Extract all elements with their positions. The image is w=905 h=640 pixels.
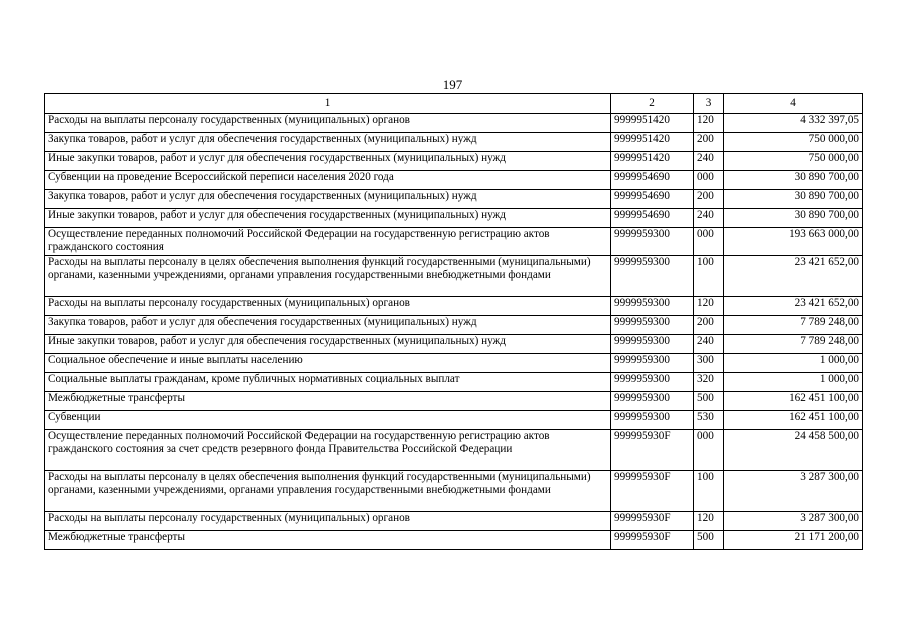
expense-type-code: 500 xyxy=(694,392,724,411)
target-code: 9999959300 xyxy=(611,256,694,297)
table-row xyxy=(45,531,863,550)
table-row xyxy=(45,512,863,531)
expense-name: Субвенции xyxy=(45,411,611,430)
amount: 4 332 397,05 xyxy=(724,114,863,133)
target-code: 9999959300 xyxy=(611,411,694,430)
column-number-row xyxy=(45,94,863,114)
table-row xyxy=(45,256,863,297)
table-row xyxy=(45,152,863,171)
table-row xyxy=(45,114,863,133)
expense-name: Расходы на выплаты персоналу в целях обеспечения выполнения функций государственными (муниципальными) органами, казенными учреждениями, органами управления государственными внебюджетными фондами xyxy=(45,256,611,297)
expense-type-code: 240 xyxy=(694,209,724,228)
target-code: 999995930F xyxy=(611,471,694,512)
target-code: 9999959300 xyxy=(611,228,694,256)
expense-type-code: 200 xyxy=(694,190,724,209)
expense-type-code: 240 xyxy=(694,152,724,171)
expense-name: Субвенции на проведение Всероссийской переписи населения 2020 года xyxy=(45,171,611,190)
target-code: 9999959300 xyxy=(611,373,694,392)
expense-name: Расходы на выплаты персоналу государственных (муниципальных) органов xyxy=(45,512,611,531)
table-row xyxy=(45,392,863,411)
expense-name: Межбюджетные трансферты xyxy=(45,392,611,411)
expense-type-code: 530 xyxy=(694,411,724,430)
column-number: 3 xyxy=(694,94,724,114)
expense-name: Социальное обеспечение и иные выплаты населению xyxy=(45,354,611,373)
target-code: 9999959300 xyxy=(611,354,694,373)
target-code: 999995930F xyxy=(611,430,694,471)
amount: 193 663 000,00 xyxy=(724,228,863,256)
expense-type-code: 000 xyxy=(694,171,724,190)
target-code: 9999959300 xyxy=(611,316,694,335)
amount: 750 000,00 xyxy=(724,133,863,152)
target-code: 9999954690 xyxy=(611,171,694,190)
amount: 162 451 100,00 xyxy=(724,411,863,430)
expense-type-code: 100 xyxy=(694,471,724,512)
target-code: 9999954690 xyxy=(611,190,694,209)
target-code: 9999951420 xyxy=(611,152,694,171)
column-number: 4 xyxy=(724,94,863,114)
expense-name: Закупка товаров, работ и услуг для обеспечения государственных (муниципальных) нужд xyxy=(45,133,611,152)
expense-name: Межбюджетные трансферты xyxy=(45,531,611,550)
target-code: 9999951420 xyxy=(611,133,694,152)
target-code: 9999954690 xyxy=(611,209,694,228)
expense-name: Закупка товаров, работ и услуг для обеспечения государственных (муниципальных) нужд xyxy=(45,316,611,335)
table-row xyxy=(45,335,863,354)
expense-type-code: 120 xyxy=(694,114,724,133)
table-row xyxy=(45,297,863,316)
target-code: 9999959300 xyxy=(611,297,694,316)
expense-name: Иные закупки товаров, работ и услуг для обеспечения государственных (муниципальных) нужд xyxy=(45,335,611,354)
expense-name: Социальные выплаты гражданам, кроме публичных нормативных социальных выплат xyxy=(45,373,611,392)
expense-type-code: 000 xyxy=(694,228,724,256)
target-code: 9999959300 xyxy=(611,335,694,354)
page-number: 197 xyxy=(442,77,463,92)
amount: 30 890 700,00 xyxy=(724,171,863,190)
amount: 23 421 652,00 xyxy=(724,256,863,297)
budget-table xyxy=(44,93,863,550)
expense-name: Расходы на выплаты персоналу государственных (муниципальных) органов xyxy=(45,114,611,133)
target-code: 9999951420 xyxy=(611,114,694,133)
amount: 7 789 248,00 xyxy=(724,335,863,354)
amount: 23 421 652,00 xyxy=(724,297,863,316)
table-row xyxy=(45,354,863,373)
column-number: 1 xyxy=(45,94,611,114)
table-row xyxy=(45,133,863,152)
table-row xyxy=(45,228,863,256)
target-code: 9999959300 xyxy=(611,392,694,411)
expense-name: Осуществление переданных полномочий Российской Федерации на государственную регистрацию актов гражданского состояния xyxy=(45,228,611,256)
expense-type-code: 120 xyxy=(694,512,724,531)
target-code: 999995930F xyxy=(611,531,694,550)
amount: 3 287 300,00 xyxy=(724,471,863,512)
expense-type-code: 200 xyxy=(694,133,724,152)
target-code: 999995930F xyxy=(611,512,694,531)
expense-name: Иные закупки товаров, работ и услуг для обеспечения государственных (муниципальных) нужд xyxy=(45,209,611,228)
expense-type-code: 000 xyxy=(694,430,724,471)
amount: 750 000,00 xyxy=(724,152,863,171)
expense-name: Расходы на выплаты персоналу государственных (муниципальных) органов xyxy=(45,297,611,316)
expense-type-code: 240 xyxy=(694,335,724,354)
expense-name: Закупка товаров, работ и услуг для обеспечения государственных (муниципальных) нужд xyxy=(45,190,611,209)
table-row xyxy=(45,316,863,335)
table-row xyxy=(45,430,863,471)
table-row xyxy=(45,190,863,209)
table-body xyxy=(45,114,863,550)
amount: 162 451 100,00 xyxy=(724,392,863,411)
expense-type-code: 500 xyxy=(694,531,724,550)
expense-type-code: 200 xyxy=(694,316,724,335)
expense-name: Расходы на выплаты персоналу в целях обеспечения выполнения функций государственными (муниципальными) органами, казенными учреждениями, органами управления государственными внебюджетными фондами xyxy=(45,471,611,512)
expense-name: Иные закупки товаров, работ и услуг для обеспечения государственных (муниципальных) нужд xyxy=(45,152,611,171)
table-row xyxy=(45,209,863,228)
amount: 7 789 248,00 xyxy=(724,316,863,335)
expense-name: Осуществление переданных полномочий Российской Федерации на государственную регистрацию актов гражданского состояния за счет средств резервного фонда Правительства Российской Федерации xyxy=(45,430,611,471)
amount: 24 458 500,00 xyxy=(724,430,863,471)
expense-type-code: 320 xyxy=(694,373,724,392)
table-row xyxy=(45,411,863,430)
amount: 1 000,00 xyxy=(724,373,863,392)
expense-type-code: 120 xyxy=(694,297,724,316)
amount: 1 000,00 xyxy=(724,354,863,373)
expense-type-code: 300 xyxy=(694,354,724,373)
amount: 3 287 300,00 xyxy=(724,512,863,531)
amount: 21 171 200,00 xyxy=(724,531,863,550)
table-row xyxy=(45,373,863,392)
amount: 30 890 700,00 xyxy=(724,190,863,209)
table-row xyxy=(45,171,863,190)
expense-type-code: 100 xyxy=(694,256,724,297)
table-row xyxy=(45,471,863,512)
column-number: 2 xyxy=(611,94,694,114)
amount: 30 890 700,00 xyxy=(724,209,863,228)
